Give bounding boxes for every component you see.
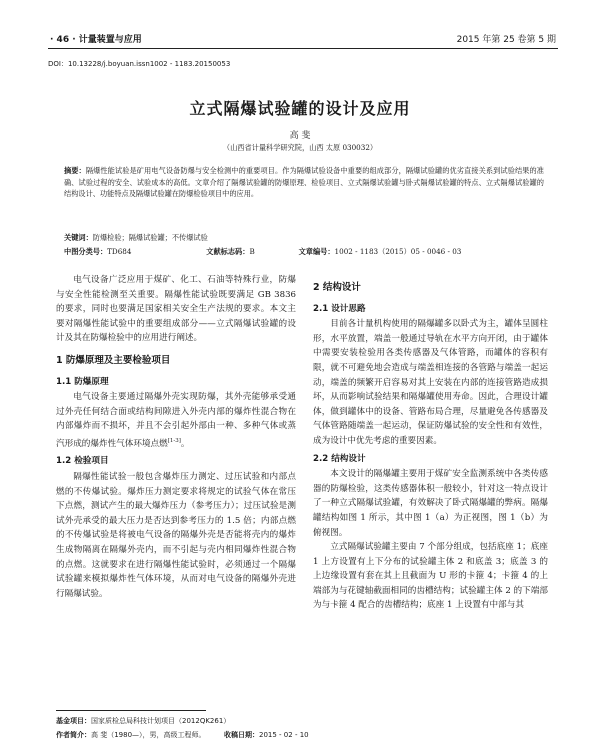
section-2-1-paragraph: 目前各计量机构使用的隔爆罐多以卧式为主，罐体呈圆柱形，水平放置，端盖一般通过导轨在水平方向开闭，由于罐体中需要安装检验用各类传感器及气体管路，而罐体的容积有限，就不可避免地会造成与端盖相连接的各管路与端盖一起运动，端盖的频繁开启容易对其上安装在内部的连接管路造成损坏，从而影响试验结果和隔爆罐使用寿命。因此，合理设计罐体，做到罐体中的设备、管路布局合理，尽量避免各传感器及气体管路随端盖一起运动，保证防爆试验的安全性和有效性，成为设计中优先考虑的重要因素。 <box>313 319 548 446</box>
affiliation: （山西省计量科学研究院，山西 太原 030032） <box>222 143 378 152</box>
article-no-value: 1002 - 1183（2015）05 - 0046 - 03 <box>334 247 462 256</box>
doi: DOI：10.13228/j.boyuan.issn1002 - 1183.20150053 <box>48 60 231 68</box>
classification-line <box>64 247 544 257</box>
paper-title: 立式隔爆试验罐的设计及应用 <box>189 99 411 118</box>
abstract-text: 隔爆性能试验是矿用电气设备防爆与安全检测中的重要项目。作为隔爆试验设备中重要的组成部分，隔爆试验罐的优劣直接关系到试验结果的准确、试验过程的安全、试验成本的高低。文章介绍了隔爆试验罐的防爆原理、检验项目、立式隔爆试验罐与卧式隔爆试验罐的特点、立式隔爆试验罐的结构设计、功能特点及隔爆试验罐在防爆检验项目中的应用。 <box>64 166 544 199</box>
citation: [1-3] <box>167 437 181 444</box>
section-2-heading: 2 结构设计 <box>313 282 361 293</box>
fund-footnote <box>56 716 230 726</box>
running-header-left: · 46 · 计量装置与应用 <box>50 35 142 45</box>
clc-label: 中图分类号： <box>64 247 108 256</box>
footnote-rule <box>56 710 206 711</box>
fund-label: 基金项目： <box>56 717 91 725</box>
keywords-label: 关键词： <box>64 233 93 242</box>
keywords-text: 防爆检验；隔爆试验罐；不传爆试验 <box>92 233 208 242</box>
abstract <box>64 165 544 200</box>
section-1-1-text: 电气设备主要通过隔爆外壳实现防爆，其外壳能够承受通过外壳任何结合面或结构间隙进入外壳内部的爆炸性混合物在内部爆炸而不损坏，并且不会引起外部由一种、多种气体或蒸汽形成的爆炸性气体环境点燃 <box>56 392 296 449</box>
section-1-heading: 1 防爆原理及主要检验项目 <box>56 354 171 366</box>
author-footnote <box>56 730 309 740</box>
section-1-1-paragraph <box>56 390 296 451</box>
keywords <box>64 233 208 243</box>
article-no-label: 文章编号： <box>298 247 335 256</box>
clc-value: TD684 <box>107 247 132 256</box>
fund-text: 国家质检总局科技计划项目（2012QK261） <box>91 717 231 725</box>
received-date: 2015 - 02 - 10 <box>259 731 309 739</box>
left-column <box>56 273 296 601</box>
section-2-2-paragraph-2: 立式隔爆试验罐主要由 7 个部分组成，包括底座 1；底座 1 上方设置有上下分布的试验罐主体 2 和底盖 3；底盖 3 的上边缘设置有套在其上且截面为 U 形的卡箍 4；卡箍 4 的上端部为与花键轴截面相同的齿槽结构；试验罐主体 2 的下端部为与卡箍 4 配合的齿槽结构；底座 1 上设置有中部与其 <box>313 542 548 611</box>
running-header-right: 2015 年第 25 卷第 5 期 <box>456 35 556 45</box>
section-1-2-paragraph: 隔爆性能试验一般包含爆炸压力测定、过压试验和内部点燃的不传爆试验。爆炸压力测定要求将规定的试验气体在常压下点燃，测试产生的最大爆炸压力（参考压力）；过压试验是测试外壳承受的最大压力是否达到参考压力的 1.5 倍；内部点燃的不传爆试验是将被电气设备的隔爆外壳是否能将壳内的爆炸生成物隔离在隔爆外壳内，而不引起与壳内相同爆炸性混合物的点燃。这就要求在进行隔爆性能试验时，必须通过一个隔爆试验罐来模拟爆炸性气体环境，从而对电气设备的隔爆外壳进行隔爆试验。 <box>56 471 296 599</box>
received-label: 收稿日期： <box>224 731 260 739</box>
right-column <box>313 281 548 613</box>
section-1-1-end: 。 <box>180 438 190 449</box>
section-1-1-heading: 1.1 防爆原理 <box>56 376 109 387</box>
intro-paragraph: 电气设备广泛应用于煤矿、化工、石油等特殊行业，防爆与安全性能检测至关重要。隔爆性能试验既要满足 GB 3836 的要求，同时也要满足国家相关安全生产法规的要求。本文主要对隔爆性能试验中的重要组成部分——立式隔爆试验罐的设计及其在防爆检验中的应用进行阐述。 <box>56 275 296 344</box>
abstract-label: 摘要： <box>64 166 86 175</box>
doc-code-value: B <box>249 247 255 256</box>
author-info-label: 作者简介： <box>56 731 91 739</box>
author: 高 斐 <box>289 131 311 141</box>
doc-code-label: 文献标志码： <box>206 247 250 256</box>
author-info-text: 高 斐（1980—），男，高级工程师。 <box>91 731 206 739</box>
section-2-2-heading: 2.2 结构设计 <box>313 453 366 464</box>
section-2-1-heading: 2.1 设计思路 <box>313 303 366 314</box>
header-rule <box>48 48 558 49</box>
section-2-2-paragraph-1: 本文设计的隔爆罐主要用于煤矿安全监测系统中各类传感器的防爆检验，这类传感器体积一般较小，针对这一特点设计了一种立式隔爆试验罐，有效解决了卧式隔爆罐的弊病。隔爆罐结构如图 1 所示，其中图 1（a）为正视图，图 1（b）为俯视图。 <box>313 469 548 538</box>
section-1-2-heading: 1.2 检验项目 <box>56 456 109 467</box>
